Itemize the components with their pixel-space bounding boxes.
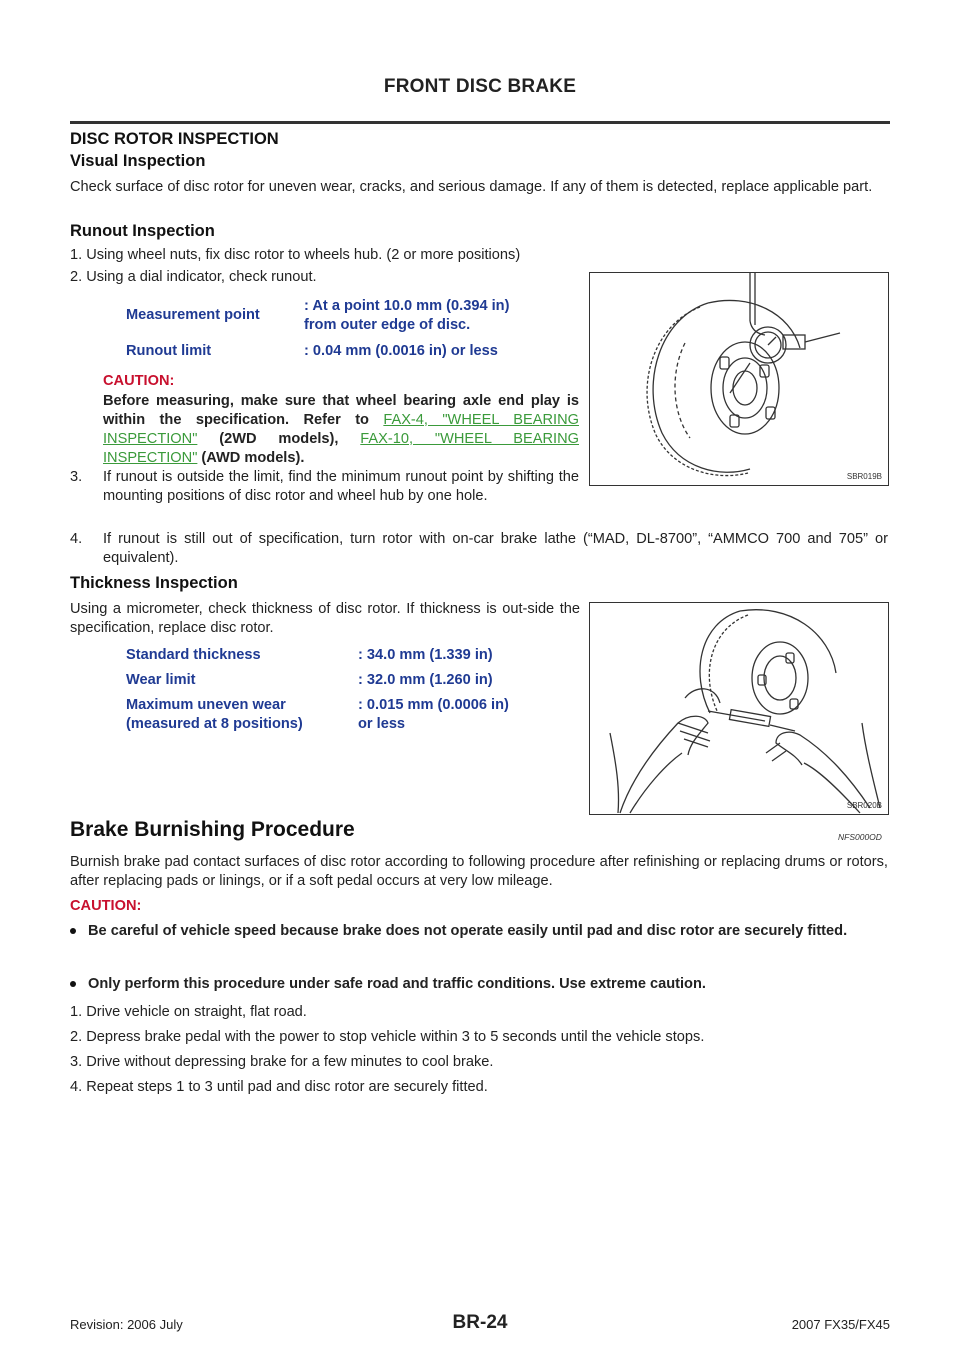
bullet-icon	[70, 928, 76, 934]
visual-inspection-text: Check surface of disc rotor for uneven wear, cracks, and serious damage. If any of them is detected, replace applicable part.	[70, 179, 873, 195]
caution-text-part-a: Before measuring, make sure that wheel bearing axle end play is within the specification. Refer to	[103, 393, 579, 428]
figure-dial-indicator-runout	[589, 272, 889, 486]
spec-value-measurement-point-2: from outer edge of disc.	[304, 317, 471, 333]
runout-step-3-num: 3.	[70, 469, 83, 485]
footer-page-number: BR-24	[452, 1312, 508, 1333]
spec-label-wear-limit: Wear limit	[126, 672, 196, 688]
micrometer-hands-illustration	[590, 603, 888, 814]
runout-step-2: 2. Using a dial indicator, check runout.	[70, 269, 317, 285]
runout-step-1: 1. Using wheel nuts, fix disc rotor to wheels hub. (2 or more positions)	[70, 247, 521, 263]
caution-text-runout	[103, 392, 579, 468]
burnishing-step-3: 3. Drive without depressing brake for a few minutes to cool brake.	[70, 1054, 494, 1070]
spec-value-max-uneven-wear-2: or less	[358, 716, 406, 732]
burnishing-step-2: 2. Depress brake pedal with the power to stop vehicle within 3 to 5 seconds until the vehicle stops.	[70, 1029, 705, 1045]
caution-bullet-1-text: Be careful of vehicle speed because brake does not operate easily until pad and disc rotor are securely fitted.	[88, 923, 848, 939]
spec-label-measurement-point: Measurement point	[126, 307, 260, 323]
figure-caption-sbr019b: SBR019B	[846, 472, 882, 481]
link-fax-10-wheel-bearing[interactable]: FAX-10, "WHEEL BEARING INSPECTION"	[103, 431, 579, 466]
figure-micrometer-thickness	[589, 602, 889, 815]
caution-bullet-2	[70, 975, 888, 994]
runout-step-3: If runout is outside the limit, find the minimum runout point by shifting the mounting positions of disc rotor and wheel hub by one hole.	[103, 469, 579, 504]
figure-caption-sbr020b: SBR020B	[846, 801, 882, 810]
spec-value-runout-limit: : 0.04 mm (0.0016 in) or less	[304, 343, 498, 359]
spec-value-wear-limit: : 32.0 mm (1.260 in)	[358, 672, 493, 688]
page-title: FRONT DISC BRAKE	[383, 76, 577, 97]
subheading-visual-inspection: Visual Inspection	[70, 152, 206, 170]
caution-text-part-c: (AWD models).	[197, 450, 305, 466]
spec-label-max-uneven-wear-1: Maximum uneven wear	[126, 697, 286, 713]
disc-rotor-dial-indicator-illustration	[590, 273, 888, 485]
caution-bullet-1	[70, 922, 888, 941]
header-rule	[70, 121, 890, 124]
runout-step-4: If runout is still out of specification, turn rotor with on-car brake lathe (“MAD, DL-8700”, “AMMCO 700 and 705” or equivalent).	[103, 531, 888, 566]
footer-model: 2007 FX35/FX45	[791, 1317, 890, 1332]
link-fax-4-wheel-bearing[interactable]: FAX-4, "WHEEL BEARING INSPECTION"	[103, 412, 579, 447]
spec-value-measurement-point-1: : At a point 10.0 mm (0.394 in)	[304, 298, 510, 314]
subheading-thickness-inspection: Thickness Inspection	[70, 574, 238, 592]
burnishing-step-4: 4. Repeat steps 1 to 3 until pad and disc rotor are securely fitted.	[70, 1079, 488, 1095]
spec-value-max-uneven-wear-1: : 0.015 mm (0.0006 in)	[358, 697, 509, 713]
runout-step-4-num: 4.	[70, 531, 83, 547]
spec-value-standard-thickness: : 34.0 mm (1.339 in)	[358, 647, 493, 663]
spec-label-runout-limit: Runout limit	[126, 343, 212, 359]
thickness-inspection-text: Using a micrometer, check thickness of disc rotor. If thickness is out-side the specification, replace disc rotor.	[70, 601, 580, 636]
burnishing-step-1: 1. Drive vehicle on straight, flat road.	[70, 1004, 307, 1020]
caution-label-burnishing: CAUTION:	[70, 898, 142, 914]
caution-text-part-b: (2WD models),	[197, 431, 361, 447]
section-heading-disc-rotor-inspection: DISC ROTOR INSPECTION	[70, 130, 279, 148]
section-heading-brake-burnishing: Brake Burnishing Procedure	[70, 818, 355, 841]
spec-label-max-uneven-wear-2: (measured at 8 positions)	[126, 716, 303, 732]
spec-label-standard-thickness: Standard thickness	[126, 647, 261, 663]
subheading-runout-inspection: Runout Inspection	[70, 222, 215, 240]
caution-label-runout: CAUTION:	[103, 373, 175, 389]
footer-revision: Revision: 2006 July	[70, 1317, 183, 1332]
section-tag: NFS000OD	[838, 832, 882, 842]
bullet-icon	[70, 981, 76, 987]
caution-bullet-2-text: Only perform this procedure under safe road and traffic conditions. Use extreme caution.	[88, 976, 706, 992]
burnishing-intro: Burnish brake pad contact surfaces of disc rotor according to following procedure after refinishing or replacing drums or rotors, after replacing pads or linings, or if a soft pedal occurs at very low mileage.	[70, 854, 888, 889]
